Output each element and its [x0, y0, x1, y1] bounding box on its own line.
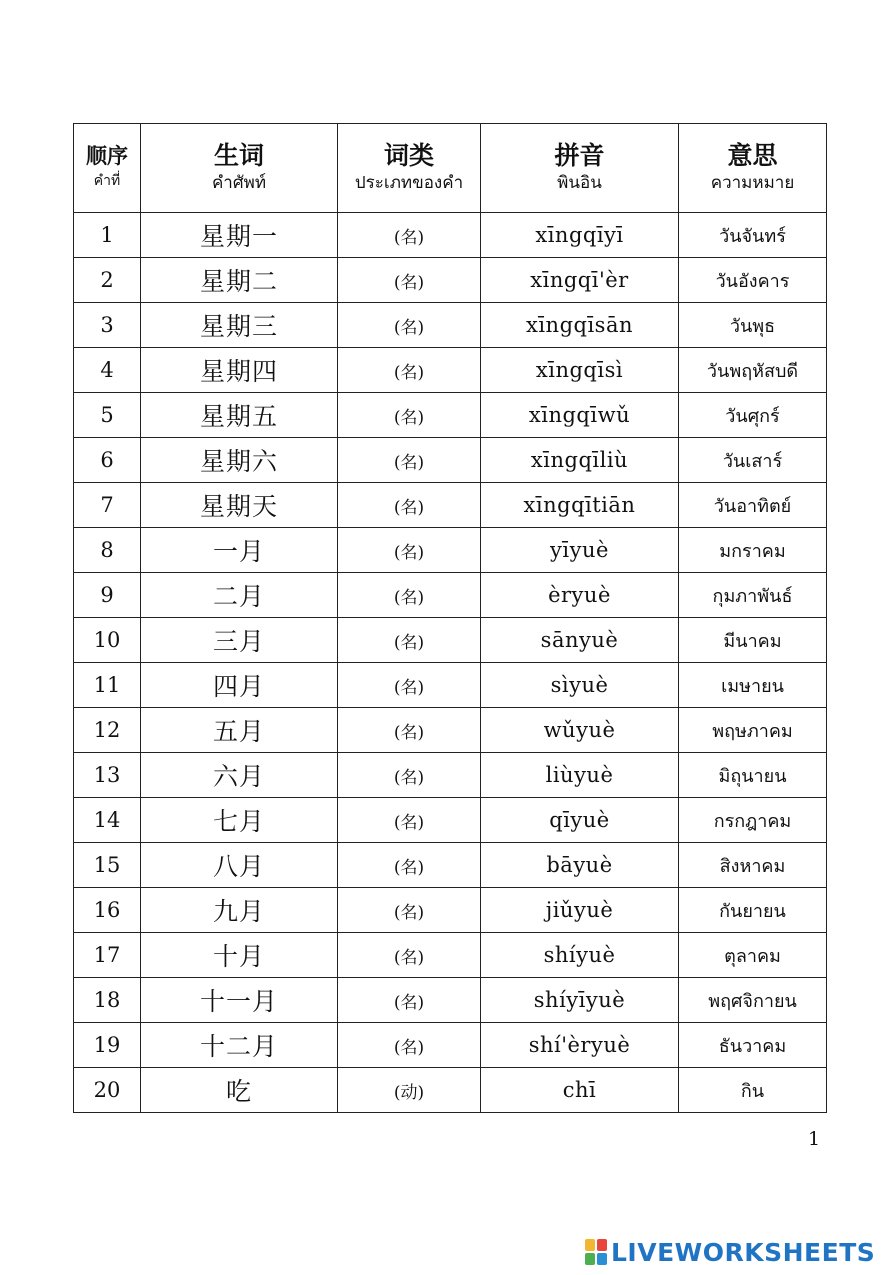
row-part-of-speech: (名) [338, 528, 481, 573]
row-number: 7 [74, 483, 141, 528]
header-pinyin [481, 124, 679, 213]
row-pinyin: shíyīyuè [481, 978, 679, 1023]
logo-tile [597, 1253, 607, 1265]
table-row [74, 933, 827, 978]
table-row [74, 438, 827, 483]
row-part-of-speech: (名) [338, 438, 481, 483]
row-pinyin: èryuè [481, 573, 679, 618]
row-meaning: วันพุธ [679, 303, 827, 348]
row-part-of-speech: (名) [338, 843, 481, 888]
header-pos-zh: 词类 [383, 141, 434, 170]
header-pos [338, 124, 481, 213]
row-part-of-speech: (名) [338, 393, 481, 438]
vocabulary-table [73, 123, 827, 1113]
row-number: 19 [74, 1023, 141, 1068]
row-meaning: กิน [679, 1068, 827, 1113]
row-meaning: พฤศจิกายน [679, 978, 827, 1023]
row-meaning: เมษายน [679, 663, 827, 708]
row-number: 4 [74, 348, 141, 393]
row-pinyin: sìyuè [481, 663, 679, 708]
row-pinyin: wǔyuè [481, 708, 679, 753]
row-pinyin: xīngqī'èr [481, 258, 679, 303]
row-meaning: กุมภาพันธ์ [679, 573, 827, 618]
row-meaning: ตุลาคม [679, 933, 827, 978]
row-meaning: สิงหาคม [679, 843, 827, 888]
row-pinyin: chī [481, 1068, 679, 1113]
row-word: 星期五 [141, 393, 338, 438]
row-part-of-speech: (名) [338, 978, 481, 1023]
row-pinyin: liùyuè [481, 753, 679, 798]
row-part-of-speech: (名) [338, 663, 481, 708]
row-pinyin: xīngqīliù [481, 438, 679, 483]
row-pinyin: shí'èryuè [481, 1023, 679, 1068]
row-meaning: วันเสาร์ [679, 438, 827, 483]
row-pinyin: qīyuè [481, 798, 679, 843]
header-order-th: คำที่ [93, 173, 121, 189]
row-pinyin: xīngqīsān [481, 303, 679, 348]
row-part-of-speech: (名) [338, 483, 481, 528]
row-meaning: มกราคม [679, 528, 827, 573]
row-meaning: วันศุกร์ [679, 393, 827, 438]
row-pinyin: shíyuè [481, 933, 679, 978]
logo-tile [585, 1239, 595, 1251]
row-number: 8 [74, 528, 141, 573]
row-word: 九月 [141, 888, 338, 933]
row-word: 星期三 [141, 303, 338, 348]
table-row [74, 618, 827, 663]
table-row [74, 978, 827, 1023]
row-pinyin: xīngqītiān [481, 483, 679, 528]
table-row [74, 663, 827, 708]
row-number: 17 [74, 933, 141, 978]
row-number: 5 [74, 393, 141, 438]
row-meaning: ธันวาคม [679, 1023, 827, 1068]
row-number: 15 [74, 843, 141, 888]
row-part-of-speech: (动) [338, 1068, 481, 1113]
table-row [74, 1023, 827, 1068]
row-word: 十二月 [141, 1023, 338, 1068]
row-part-of-speech: (名) [338, 258, 481, 303]
table-row [74, 393, 827, 438]
row-word: 五月 [141, 708, 338, 753]
row-number: 18 [74, 978, 141, 1023]
row-part-of-speech: (名) [338, 753, 481, 798]
header-pinyin-zh: 拼音 [554, 141, 605, 170]
table-row [74, 258, 827, 303]
row-word: 六月 [141, 753, 338, 798]
table-row [74, 843, 827, 888]
row-pinyin: bāyuè [481, 843, 679, 888]
table-row [74, 753, 827, 798]
row-meaning: พฤษภาคม [679, 708, 827, 753]
row-number: 14 [74, 798, 141, 843]
row-meaning: วันอังคาร [679, 258, 827, 303]
liveworksheets-logo-icon [585, 1239, 607, 1265]
row-number: 11 [74, 663, 141, 708]
row-part-of-speech: (名) [338, 213, 481, 258]
table-row [74, 213, 827, 258]
header-word [141, 124, 338, 213]
table-row [74, 798, 827, 843]
row-pinyin: sānyuè [481, 618, 679, 663]
row-meaning: วันจันทร์ [679, 213, 827, 258]
table-header [74, 124, 827, 213]
row-word: 三月 [141, 618, 338, 663]
header-order [74, 124, 141, 213]
row-part-of-speech: (名) [338, 303, 481, 348]
row-meaning: วันพฤหัสบดี [679, 348, 827, 393]
row-word: 八月 [141, 843, 338, 888]
row-part-of-speech: (名) [338, 1023, 481, 1068]
table-row [74, 573, 827, 618]
row-meaning: มีนาคม [679, 618, 827, 663]
row-meaning: มิถุนายน [679, 753, 827, 798]
row-word: 二月 [141, 573, 338, 618]
row-part-of-speech: (名) [338, 708, 481, 753]
row-number: 1 [74, 213, 141, 258]
row-pinyin: yīyuè [481, 528, 679, 573]
row-part-of-speech: (名) [338, 798, 481, 843]
row-number: 10 [74, 618, 141, 663]
row-number: 2 [74, 258, 141, 303]
row-word: 七月 [141, 798, 338, 843]
row-number: 13 [74, 753, 141, 798]
row-part-of-speech: (名) [338, 348, 481, 393]
table-row [74, 483, 827, 528]
row-pinyin: xīngqīsì [481, 348, 679, 393]
table-row [74, 528, 827, 573]
header-pos-th: ประเภทของคำ [354, 173, 464, 193]
table-row [74, 888, 827, 933]
table-row [74, 303, 827, 348]
header-meaning-th: ความหมาย [710, 173, 795, 193]
row-part-of-speech: (名) [338, 618, 481, 663]
row-word: 十月 [141, 933, 338, 978]
header-meaning [679, 124, 827, 213]
row-number: 20 [74, 1068, 141, 1113]
row-word: 星期天 [141, 483, 338, 528]
table-row [74, 348, 827, 393]
row-word: 吃 [141, 1068, 338, 1113]
row-part-of-speech: (名) [338, 573, 481, 618]
header-meaning-zh: 意思 [727, 141, 778, 170]
brand-logo[interactable] [585, 1237, 875, 1267]
row-meaning: กรกฎาคม [679, 798, 827, 843]
row-meaning: กันยายน [679, 888, 827, 933]
row-pinyin: jiǔyuè [481, 888, 679, 933]
table-row [74, 1068, 827, 1113]
table-body [74, 213, 827, 1113]
row-part-of-speech: (名) [338, 888, 481, 933]
row-word: 星期六 [141, 438, 338, 483]
row-pinyin: xīngqīyī [481, 213, 679, 258]
row-number: 9 [74, 573, 141, 618]
row-word: 星期四 [141, 348, 338, 393]
header-word-th: คำศัพท์ [211, 173, 267, 193]
row-word: 一月 [141, 528, 338, 573]
brand-text: LIVEWORKSHEETS [611, 1237, 876, 1267]
table-row [74, 708, 827, 753]
header-word-zh: 生词 [213, 141, 264, 170]
header-pinyin-th: พินอิน [557, 173, 602, 193]
row-word: 星期一 [141, 213, 338, 258]
header-order-zh: 顺序 [86, 143, 128, 168]
row-meaning: วันอาทิตย์ [679, 483, 827, 528]
row-number: 6 [74, 438, 141, 483]
row-number: 12 [74, 708, 141, 753]
logo-tile [585, 1253, 595, 1265]
row-number: 3 [74, 303, 141, 348]
row-word: 十一月 [141, 978, 338, 1023]
row-number: 16 [74, 888, 141, 933]
page-number: 1 [808, 1128, 821, 1150]
logo-tile [597, 1239, 607, 1251]
row-part-of-speech: (名) [338, 933, 481, 978]
row-pinyin: xīngqīwǔ [481, 393, 679, 438]
row-word: 星期二 [141, 258, 338, 303]
row-word: 四月 [141, 663, 338, 708]
